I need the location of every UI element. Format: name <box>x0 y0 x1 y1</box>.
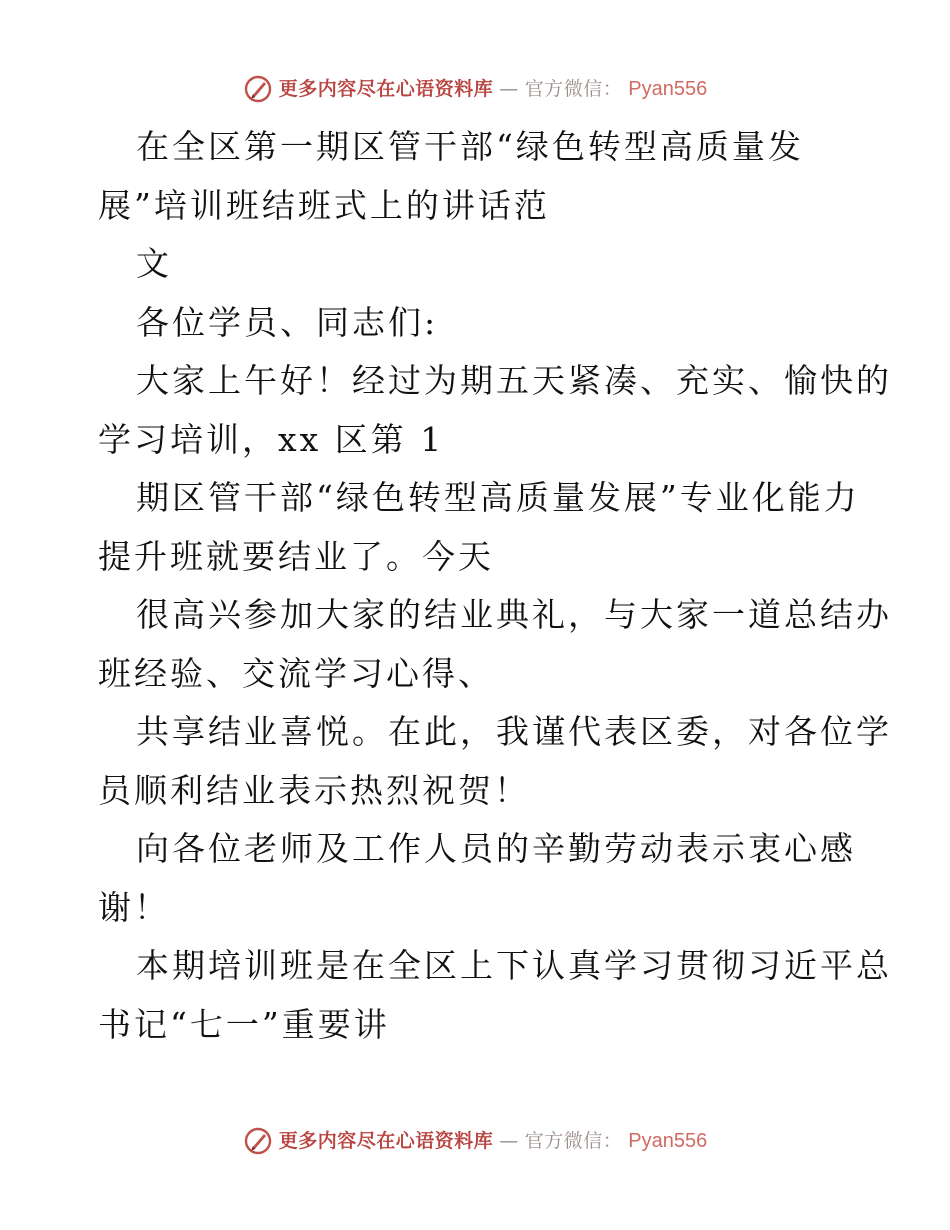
paragraph-line: 向各位老师及工作人员的辛勤劳动表示衷心感 <box>136 829 856 868</box>
paragraph-line: 本期培训班是在全区上下认真学习贯彻习近平总 <box>136 946 892 985</box>
paragraph-line: 谢！ <box>98 887 170 927</box>
title-line-3: 文 <box>136 244 172 283</box>
paragraph-line: 学习培训，xx 区第 1 <box>98 419 445 459</box>
paragraph-line: 共享结业喜悦。在此，我谨代表区委，对各位学 <box>136 712 892 751</box>
quill-pen-icon <box>243 74 273 104</box>
paragraph-line: 员顺利结业表示热烈祝贺！ <box>98 770 530 810</box>
title-line-2: 展”培训班结班式上的讲话范 <box>98 185 550 225</box>
header-watermark <box>0 74 950 104</box>
watermark-separator: — <box>499 78 519 100</box>
paragraph-line: 大家上午好！经过为期五天紧凑、充实、愉快的 <box>136 361 892 400</box>
paragraph-line: 班经验、交流学习心得、 <box>98 653 494 693</box>
salutation: 各位学员、同志们: <box>136 302 439 342</box>
watermark-separator: — <box>499 1130 519 1152</box>
watermark-lead: 更多内容尽在心语资料库 <box>278 1130 494 1152</box>
title-line-1: 在全区第一期区管干部“绿色转型高质量发 <box>136 127 804 166</box>
watermark-lead: 更多内容尽在心语资料库 <box>278 78 494 100</box>
watermark-middle: 官方微信： <box>524 78 623 100</box>
paragraph-line: 提升班就要结业了。今天 <box>98 536 494 576</box>
quill-pen-icon <box>243 1126 273 1156</box>
watermark-middle: 官方微信： <box>524 1130 623 1152</box>
document-body <box>98 118 892 1054</box>
footer-watermark <box>0 1126 950 1156</box>
paragraph-line: 期区管干部“绿色转型高质量发展”专业化能力 <box>136 478 860 517</box>
paragraph-line: 很高兴参加大家的结业典礼，与大家一道总结办 <box>136 595 892 634</box>
watermark-id: Pyan556 <box>628 1130 708 1152</box>
watermark-id: Pyan556 <box>628 78 708 100</box>
paragraph-line: 书记“七一”重要讲 <box>98 1004 390 1044</box>
